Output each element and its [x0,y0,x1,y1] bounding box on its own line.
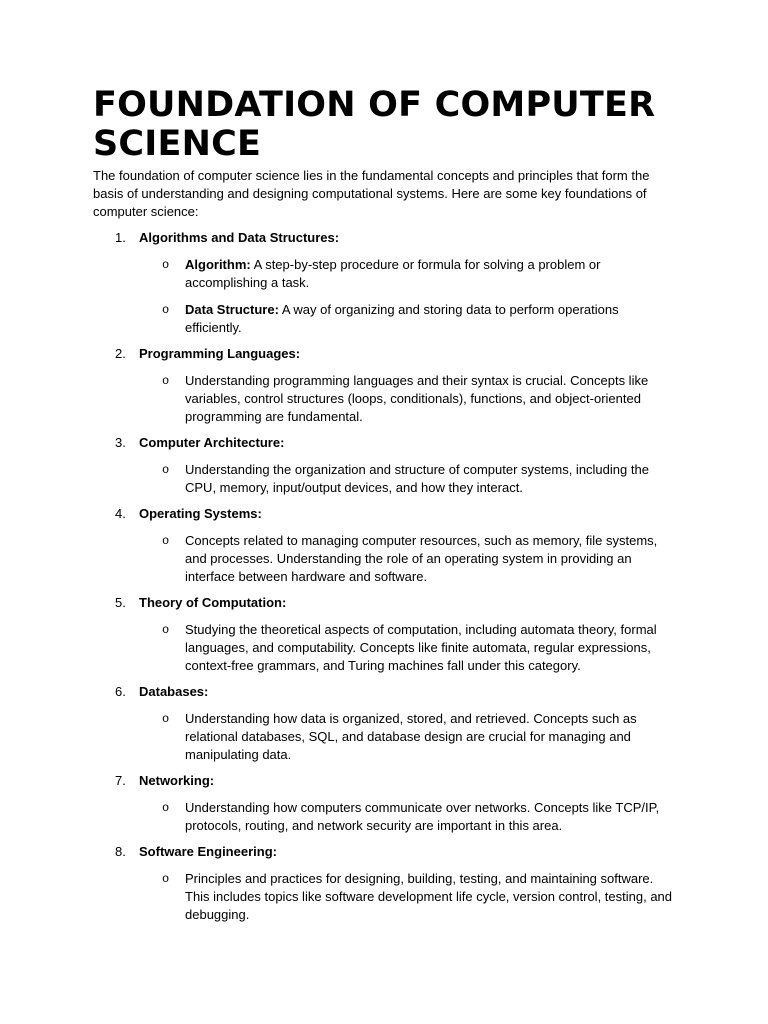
topics-list [93,229,673,924]
topic-item [93,434,673,497]
point-item [139,461,673,497]
point-text: Understanding the organization and structure of computer systems, including the CPU, memory, input/output devices, and how they interact. [185,462,649,495]
topic-item [93,594,673,675]
point-text: A step-by-step procedure or formula for solving a problem or accomplishing a task. [185,257,601,290]
bullet-marker: o [162,801,170,815]
point-item [139,532,673,586]
bullet-marker: o [162,463,170,477]
topic-title: Operating Systems: [139,506,262,521]
point-term: Data Structure: [185,302,279,317]
topic-number: 7. [115,773,126,788]
point-text: Understanding how computers communicate over networks. Concepts like TCP/IP, protocols, routing, and network security are important in this area. [185,800,660,833]
point-item [139,301,673,337]
topic-points-list [139,461,673,497]
document-page [93,86,673,932]
topic-points-list [139,532,673,586]
topic-item [93,683,673,764]
topic-title: Programming Languages: [139,346,301,361]
topic-number: 1. [115,230,126,245]
point-item [139,799,673,835]
point-text: Principles and practices for designing, building, testing, and maintaining software. This includes topics like software development life cycle, version control, testing, and debugging. [185,871,673,922]
topic-number: 3. [115,435,126,450]
point-term: Algorithm: [185,257,251,272]
point-text: Understanding how data is organized, stored, and retrieved. Concepts such as relational databases, SQL, and database design are crucial for managing and manipulating data. [185,711,637,762]
point-item [139,710,673,764]
topic-title: Software Engineering: [139,844,277,859]
topic-number: 4. [115,506,126,521]
bullet-marker: o [162,534,170,548]
topic-item [93,772,673,835]
topic-item [93,229,673,337]
topic-number: 8. [115,844,126,859]
point-item [139,870,673,924]
topic-points-list [139,799,673,835]
point-item [139,256,673,292]
topic-points-list [139,256,673,337]
point-text: Concepts related to managing computer resources, such as memory, file systems, and processes. Understanding the role of an operating system in providing an interface between hardware and software. [185,533,658,584]
topic-title: Algorithms and Data Structures: [139,230,340,245]
topic-item [93,505,673,586]
bullet-marker: o [162,623,170,637]
point-text: Understanding programming languages and their syntax is crucial. Concepts like variables, control structures (loops, conditionals), functions, and object-oriented programming are fundamental. [185,373,649,424]
topic-title: Computer Architecture: [139,435,285,450]
topic-title: Networking: [139,773,215,788]
bullet-marker: o [162,872,170,886]
bullet-marker: o [162,712,170,726]
bullet-marker: o [162,303,170,317]
point-text: Studying the theoretical aspects of computation, including automata theory, formal languages, and computability. Concepts like finite automata, regular expressions, context-free grammars, and Turing machines fall under this category. [185,622,657,673]
topic-points-list [139,621,673,675]
topic-points-list [139,870,673,924]
topic-title: Databases: [139,684,209,699]
intro-paragraph: The foundation of computer science lies in the fundamental concepts and principles that form the basis of understanding and designing computational systems. Here are some key foundations of computer science: [93,168,650,219]
bullet-marker: o [162,374,170,388]
bullet-marker: o [162,258,170,272]
topic-title: Theory of Computation: [139,595,287,610]
point-text: A way of organizing and storing data to perform operations efficiently. [185,302,619,335]
topic-number: 6. [115,684,126,699]
topic-points-list [139,372,673,426]
point-item [139,621,673,675]
topic-number: 5. [115,595,126,610]
topic-item [93,345,673,426]
topic-item [93,843,673,924]
document-title: FOUNDATION OF COMPUTER SCIENCE [93,85,656,164]
topic-points-list [139,710,673,764]
topic-number: 2. [115,346,126,361]
point-item [139,372,673,426]
